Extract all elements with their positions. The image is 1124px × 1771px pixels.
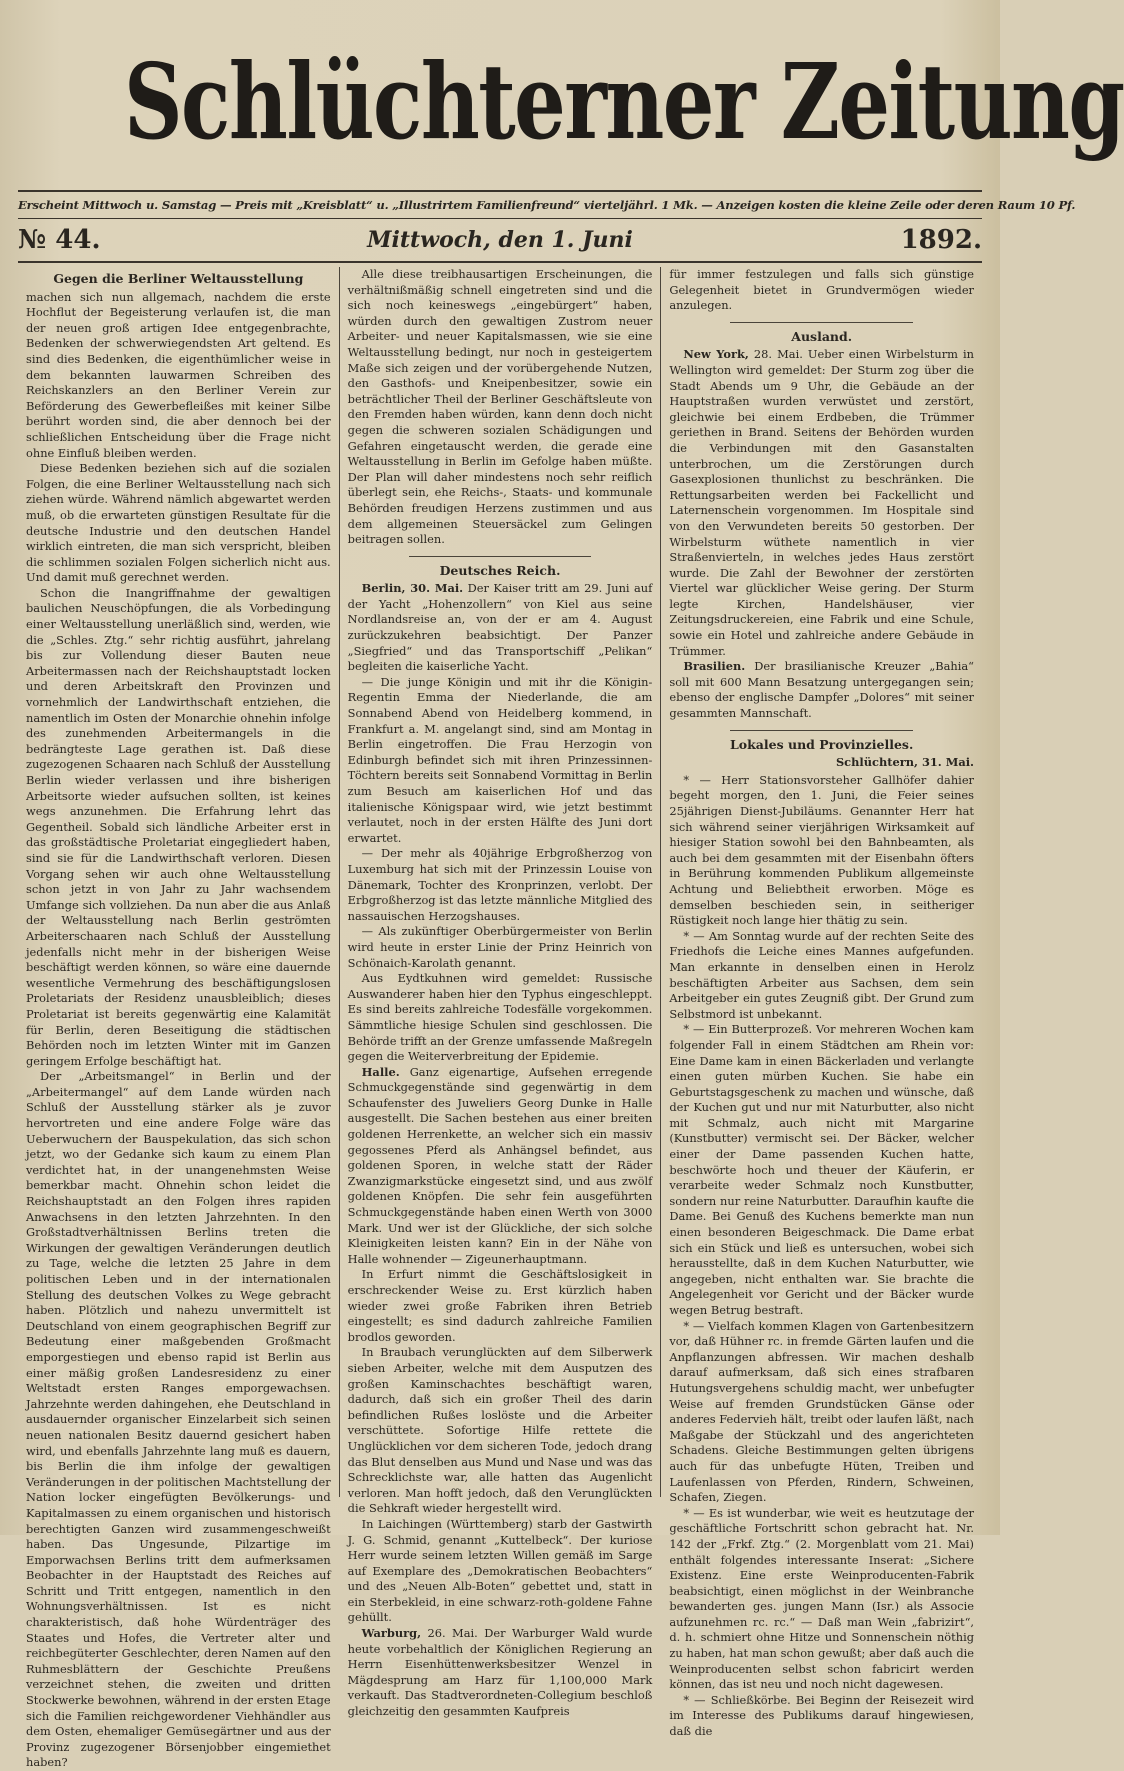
masthead-title: Schlüchterner Zeitung — [124, 40, 1124, 163]
section-divider — [730, 322, 913, 323]
news-item: In Erfurt nimmt die Geschäftslosigkeit in erschreckender Weise zu. Erst kürzlich haben wieder zwei große Fabriken ihren Betrieb eingestellt; es sind dadurch zahlreiche Familien brodlos geworden. — [347, 1267, 653, 1344]
column-2 — [339, 267, 661, 1719]
column-1 — [18, 267, 339, 1770]
news-item: * — Vielfach kommen Klagen von Gartenbesitzern vor, daß Hühner rc. in fremde Gärten laufen und die Anpflanzungen abfressen. Wir machen deshalb darauf aufmerksam, daß sich eines strafbaren Hutungsvergehens schuldig macht, wer unbefugter Weise auf fremden Grundstücken Gänse oder anderes Federvieh hält, treibt oder laufen läßt, nach Maßgabe der Stückzahl und des angerichteten Schadens. Gleiche Bestimmungen gelten übrigens auch für das unbefugte Hüten, Treiben und Laufenlassen von Pferden, Rindern, Schweinen, Schafen, Ziegen. — [669, 1318, 975, 1505]
news-item-lead: Brasilien. — [683, 659, 746, 674]
news-item: — Der mehr als 40jährige Erbgroßherzog von Luxemburg hat sich mit der Prinzessin Louise von Dänemark, Tochter des Kronprinzen, verlobt. Der Erbgroßherzog ist das letzte männliche Mitglied des nassauischen Herzogshauses. — [347, 846, 653, 923]
issue-bar — [18, 219, 982, 261]
issue-date: Mittwoch, den 1. Juni — [367, 227, 633, 253]
news-item: * — Am Sonntag wurde auf der rechten Seite des Friedhofs die Leiche eines Mannes aufgefunden. Man erkannte in denselben einen in Herolz beschäftigten Arbeiter aus Sachsen, dem sein Arbeitgeber ein gutes Zeugniß gibt. Der Grund zum Selbstmord ist unbekannt. — [669, 928, 975, 1021]
local-dateline: Schlüchtern, 31. Mai. — [835, 755, 975, 770]
news-item: In Laichingen (Württemberg) starb der Gastwirth J. G. Schmid, genannt „Kuttelbeck“. Der kuriose Herr wurde seinem letzten Willen gemäß im Sarge auf Exemplare des „Demokratischen Beobachters“ und des „Neuen Alb-Boten“ gebettet und, statt in ein Sterbekleid, in eine schwarz-roth-goldene Fahne gehüllt. — [347, 1516, 653, 1625]
news-item-text: Der brasilianische Kreuzer „Bahia“ soll mit 600 Mann Besatzung untergegangen sein; ebenso der englische Dampfer „Dolores“ mit seiner gesammten Mannschaft. — [669, 659, 975, 721]
news-item — [669, 347, 974, 659]
news-item: — Als zukünftiger Oberbürgermeister von Berlin wird heute in erster Linie der Prinz Heinrich von Schönaich-Karolath genannt. — [347, 924, 653, 970]
section-divider — [730, 730, 913, 731]
issue-rule — [18, 261, 982, 263]
article-columns — [18, 267, 982, 1770]
article-paragraph: machen sich nun allgemach, nachdem die erste Hochflut der Begeisterung verlaufen ist, die man der neuen groß artigen Idee entgegenbrachte, Bedenken der schwerwiegendsten Art geltend. Es sind dies Bedenken, die eigenthümlicher weise in dem bekannten lauwarmen Schreiben des Reichskanzlers an den Berliner Verein zur Beförderung des Gewerbefleißes mit keiner Silbe berührt worden sind, die aber dennoch bei der schließlichen Entscheidung über die Frage nicht ohne Einfluß bleiben werden. — [26, 289, 331, 460]
section-headline-deutsches-reich: Deutsches Reich. — [439, 562, 561, 578]
news-item: — Die junge Königin und mit ihr die Königin-Regentin Emma der Niederlande, die am Sonnabend Abend von Heidelberg kommend, in Frankfurt a. M. angelangt sind, sind am Montag in Berlin eingetroffen. Die Frau Herzogin von Edinburgh befindet sich mit ihren Prinzessinnen-Töchtern bereits seit Sonnabend Vormittag in Berlin zum Besuch am kaiserlichen Hof und das italienische Königspaar wird, wie jetzt bestimmt verlautet, noch in der ersten Hälfte des Juni dort erwartet. — [347, 674, 653, 845]
article-paragraph: für immer festzulegen und falls sich günstige Gelegenheit bietet in Grundvermögen wieder anzulegen. — [669, 267, 975, 313]
news-item-text: 28. Mai. Ueber einen Wirbelsturm in Wellington wird gemeldet: Der Sturm zog über die Stadt Abends um 9 Uhr, die Gebäude an der Hauptstraßen wurden verwüstet und zerstört, gleichwie bei einem Erdbeben, die Trümmer geriethen in Brand. Seitens der Behörden wurden die Verbindungen mit den Gasanstalten unterbrochen, um die Zerstörungen durch Gasexplosionen thunlichst zu beschränken. Die Rettungsarbeiten werden bei Fackellicht und Laternenschein vorgenommen. Im Hospitale sind von den Verwundeten bereits 50 gestorben. Der Wirbelsturm wüthete namentlich in vier Straßenvierteln, in welches jedes Haus zerstört wurde. Die Zahl der Bewohner der zerstörten Viertel war glücklicher Weise gering. Der Sturm legte Kirchen, Handelshäuser, vier Zeitungsdruckereien, eine Fabrik und eine Schule, sowie ein Hotel und zahlreiche andere Gebäude in Trümmer. — [669, 347, 975, 658]
section-divider — [409, 556, 592, 557]
news-item: * — Schließkörbe. Bei Beginn der Reisezeit wird im Interesse des Publikums darauf hingewiesen, daß die — [669, 1692, 975, 1739]
news-item-lead: Berlin, 30. Mai. — [361, 581, 464, 596]
article-paragraph: Der „Arbeitsmangel“ in Berlin und der „Arbeitermangel“ auf dem Lande würden nach Schluß der Ausstellung stärker als je zuvor hervortreten und eine andere Folge wäre das Ueberwuchern der Bauspekulation, das sich schon jetzt, wo der Gedanke sich kaum zu einem Plan verdichtet hat, in der unangenehmsten Weise bemerkbar macht. Ohnehin schon leidet die Reichshauptstadt an den Folgen ihres rapiden Anwachsens in den letzten Jahrzehnten. In den Großstadtverhältnissen Berlins treten die Wirkungen der gewaltigen Veränderungen deutlich zu Tage, welche die letzten 25 Jahre in dem politischen Leben und in der internationalen Stellung des deutschen Volkes zu Wege gebracht haben. Plötzlich und nahezu unvermittelt ist Deutschland von einem geographischen Begriff zur Bedeutung einer maßgebenden Großmacht emporgestiegen und ebenso rapid ist Berlin aus einer mäßig großen Landesresidenz zu einer Weltstadt ersten Ranges emporgewachsen. Jahrzehnte werden dahingehen, ehe Deutschland in ausdauernder organischer Einzelarbeit sich seinen neuen nationalen Besitz dauernd gesichert haben wird, und ebenfalls Jahrzehnte lang muß es dauern, bis Berlin die ihm infolge der gewaltigen Veränderungen in der politischen Machtstellung der Nation locker eingefügten Bevölkerungs- und Kapitalmassen zu einem organischen und historisch berechtigten Ganzen wird zusammengeschweißt haben. Das Ungesunde, Pilzartige im Emporwachsen Berlins tritt dem aufmerksamen Beobachter in der Hauptstadt des Reiches auf Schritt und Tritt entgegen, namentlich in den Wohnungsverhältnissen. Ist es nicht charakteristisch, daß hohe Würdenträger des Staates und Hofes, die Vertreter alter und reichbegüterter Geschlechter, deren Namen auf den Ruhmesblättern der Geschichte Preußens verzeichnet stehen, die zweiten und dritten Stockwerke bewohnen, während in der ersten Etage sich die Familien reichgewordener Viehhändler aus dem Osten, ehemaliger Gemüsegärtner und aus der Provinz zugezogener Börsenjobber eingemiethet haben? — [26, 1069, 331, 1770]
article-paragraph: Schon die Inangriffnahme der gewaltigen baulichen Neuschöpfungen, die als Vorbedingung einer Weltausstellung unerläßlich sind, werden, wie die „Schles. Ztg.“ sehr richtig ausführt, jahrelang bis zur Vollendung dieser Bauten neue Arbeitermassen nach der Reichshauptstadt locken und deren Arbeitskraft den Provinzen und vornehmlich der Landwirthschaft entziehen, die namentlich im Osten der Monarchie ohnehin infolge des zunehmenden Arbeitermangels in die bedrängteste Lage gerathen ist. Daß diese zugezogenen Schaaren nach Schluß der Ausstellung Berlin wieder verlassen und ihre bisherigen Arbeitsorte wieder aufsuchen sollten, ist keines wegs anzunehmen. Die Erfahrung lehrt das Gegentheil. Sobald sich ländliche Arbeiter erst in das großstädtische Proletariat eingegliedert haben, sind sie für die Landwirthschaft verloren. Diesen Vorgang sehen wir auch ohne Weltausstellung schon jetzt in von Jahr zu Jahr wachsendem Umfange sich vollziehen. Da nun aber die aus Anlaß der Weltausstellung nach Berlin geströmten Arbeiterschaaren nach Schluß der Ausstellung jedenfalls nicht mehr in der bisherigen Weise beschäftigt werden können, so wäre eine dauernde wesentliche Vermehrung des beschäftigungslosen Proletariats der Residenz unausbleiblich; dieses Proletariat ist bereits gegenwärtig eine Kalamität für Berlin, deren Beseitigung die städtischen Behörden noch im letzten Winter mit im Ganzen geringem Erfolge beschäftigt hat. — [26, 585, 331, 1068]
section-headline-ausland: Ausland. — [791, 328, 853, 344]
article-paragraph: Diese Bedenken beziehen sich auf die sozialen Folgen, die eine Berliner Weltausstellung nach sich ziehen würde. Während nämlich abgewartet werden muß, ob die erwarteten günstigen Resultate für die deutsche Industrie und den deutschen Handel wirklich eintreten, die man sich verspricht, bleiben die schlimmen sozialen Folgen sicherlich nicht aus. Und damit muß gerechnet werden. — [26, 461, 331, 585]
column-3 — [660, 267, 982, 1739]
news-item-lead: Halle. — [361, 1064, 400, 1079]
news-item — [348, 1065, 653, 1268]
news-item — [348, 1626, 653, 1720]
issue-number: № 44. — [18, 225, 101, 255]
news-item: In Braubach verunglückten auf dem Silberwerk sieben Arbeiter, welche mit dem Ausputzen des großen Kaminschachtes beschäftigt waren, dadurch, daß sich ein großer Theil des darin befindlichen Rußes loslöste und die Arbeiter verschüttete. Sofortige Hilfe rettete die Unglücklichen vor dem sicheren Tode, jedoch drang das Blut denselben aus Mund und Nase und was das Schrecklichste war, alle hatten das Augenlicht verloren. Man hofft jedoch, daß den Verunglückten die Sehkraft wieder hergestellt wird. — [347, 1345, 653, 1516]
news-item — [669, 659, 974, 721]
article-paragraph: Alle diese treibhausartigen Erscheinungen, die verhältnißmäßig schnell eingetreten sind und die sich noch keineswegs „eingebürgert“ haben, würden durch den gewaltigen Zustrom neuer Arbeiter- und neuer Kapitalsmassen, wie sie eine Weltausstellung bedingt, nur noch in gesteigertem Maße sich zeigen und der vorübergehende Nutzen, den Gasthofs- und Kneipenbesitzer, sowie ein beträchtlicher Theil der Berliner Geschäftsleute von den Fremden haben würden, kann denn doch nicht gegen die schweren sozialen Schädigungen und Gefahren eingetauscht werden, die gerade eine Weltausstellung in Berlin im Gefolge haben müßte. Der Plan will daher mindestens noch sehr reiflich überlegt sein, ehe Reichs-, Staats- und kommunale Behörden freudigen Herzens zustimmen und aus dem allgemeinen Steuersäckel zum Gelingen beitragen sollen. — [347, 267, 653, 547]
section-headline-lokales: Lokales und Provinzielles. — [730, 736, 914, 752]
news-item: Aus Eydtkuhnen wird gemeldet: Russische Auswanderer haben hier den Typhus eingeschleppt. Es sind bereits zahlreiche Todesfälle vorgekommen. Sämmtliche hiesige Schulen sind geschlossen. Die Behörde trifft an der Grenze umfassende Maßregeln gegen die Weiterverbreitung der Epidemie. — [347, 971, 653, 1064]
article-headline-weltausstellung: Gegen die Berliner Weltausstellung — [53, 271, 304, 286]
news-item-lead: Warburg, — [361, 1626, 422, 1641]
news-item-text: 26. Mai. Der Warburger Wald wurde heute vorbehaltlich der Königlichen Regierung an Herrn Eisenhüttenwerksbesitzer Wenzel in Mägdesprung am Harz für 1,100,000 Mark verkauft. Das Stadtverordneten-Collegium beschloß gleichzeitig den gesammten Kaufpreis — [347, 1626, 653, 1719]
news-item: * — Herr Stationsvorsteher Gallhöfer dahier begeht morgen, den 1. Juni, die Feier seines 25jährigen Dienst-Jubiläums. Genannter Herr hat sich während seiner vierjährigen Wirksamkeit auf hiesiger Station sowohl bei den Bahnbeamten, als auch bei dem gesammten mit der Eisenbahn öfters in Berührung kommenden Publikum allgemeinste Achtung und Beliebtheit erworben. Möge es demselben beschieden sein, in seitheriger Rüstigkeit noch lange hier thätig zu sein. — [669, 772, 975, 928]
news-item — [348, 581, 653, 675]
news-item: * — Es ist wunderbar, wie weit es heutzutage der geschäftliche Fortschritt schon gebracht hat. Nr. 142 der „Frkf. Ztg.“ (2. Morgenblatt vom 21. Mai) enthält folgendes interessante Inserat: „Sichere Existenz. Eine erste Weinproducenten-Fabrik beabsichtigt, einen möglichst in der Weinbranche bewanderten ges. jungen Mann (Isr.) als Associe aufzunehmen rc. rc.“ — Daß man Wein „fabrizirt“, d. h. schmiert ohne Hitze und Sonnenschein nöthig zu haben, hat man schon gewußt; aber daß auch die Weinproducenten selbst schon fabricirt werden können, das ist neu und noch nicht dagewesen. — [669, 1505, 975, 1692]
news-item: * — Ein Butterprozeß. Vor mehreren Wochen kam folgender Fall in einem Städtchen am Rhein vor: Eine Dame kam in einen Bäckerladen und verlangte einen guten mürben Kuchen. Sie habe ein Geburtstagsgeschenk zu machen und wünsche, daß der Kuchen gut und nur mit Naturbutter, also nicht mit Schmalz, auch nicht mit Margarine (Kunstbutter) vermischt sei. Der Bäcker, welcher einer der Dame passenden Kuchen hatte, beschwörte hoch und theuer der Käuferin, er verarbeite weder Schmalz noch Kunstbutter, sondern nur reine Naturbutter. Daraufhin kaufte die Dame. Bei Genuß des Kuchens bemerkte man nun einen besonderen Beigeschmack. Die Dame erbat sich ein Stück und ließ es untersuchen, wobei sich herausstellte, daß in dem Kuchen Naturbutter, wie angegeben, nicht enthalten war. Sie brachte die Angelegenheit vor Gericht und der Bäcker wurde wegen Betrug bestraft. — [669, 1022, 975, 1317]
subscription-line: Erscheint Mittwoch u. Samstag — Preis mit „Kreisblatt“ u. „Illustrirtem Familienfreund“ vierteljährl. 1 Mk. — Anzeigen kosten die kleine Zeile oder deren Raum 10 Pf. — [18, 198, 1076, 212]
news-item-text: Ganz eigenartige, Aufsehen erregende Schmuckgegenstände sind gegenwärtig in dem Schaufenster des Juweliers Georg Dunke in Halle ausgestellt. Die Sachen bestehen aus einer breiten goldenen Herrenkette, an welcher sich ein massiv gegossenes Pferd als Anhängsel befindet, aus goldenen Sporen, in welche statt der Räder Zwanzigmarkstücke eingesetzt sind, und aus zwölf goldenen Knöpfen. Die sehr fein ausgeführten Schmuckgegenstände haben einen Werth von 3000 Mark. Und wer ist der Glückliche, der sich solche Kleinigkeiten leisten kann? Ein in der Nähe von Halle wohnender — Zigeunerhauptmann. — [347, 1064, 653, 1266]
news-item-lead: New York, — [683, 347, 749, 362]
issue-year: 1892. — [900, 225, 982, 255]
news-item-text: Der Kaiser tritt am 29. Juni auf der Yacht „Hohenzollern“ von Kiel aus seine Nordlandsreise an, von der er am 4. August zurückzukehren beabsichtigt. Der Panzer „Siegfried“ und das Transportschiff „Pelikan“ begleiten die kaiserliche Yacht. — [347, 581, 653, 674]
